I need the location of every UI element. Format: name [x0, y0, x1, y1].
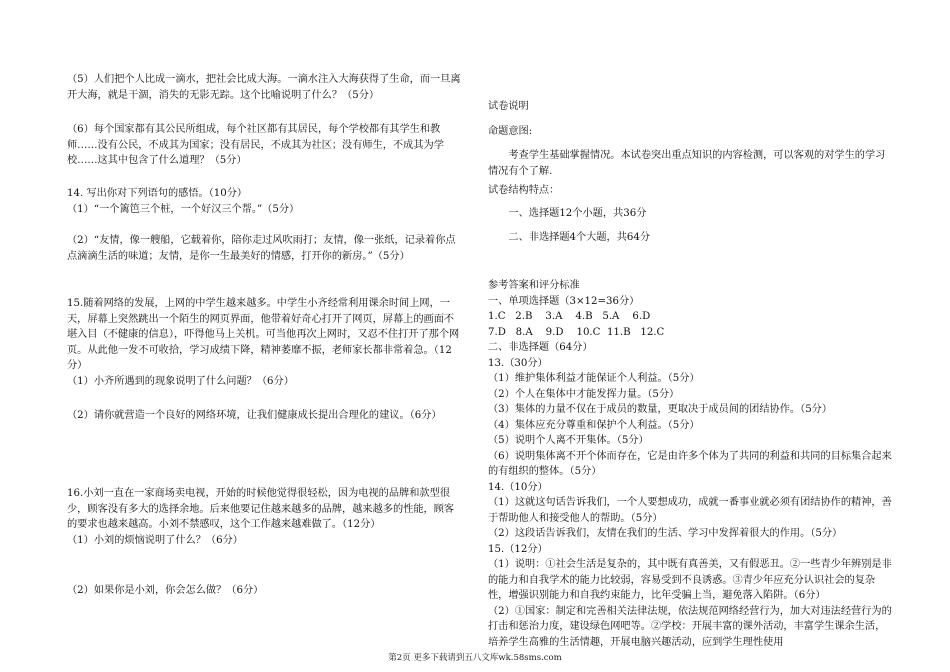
answers-part2: 二、非选择题（64分） [488, 342, 593, 353]
page-footer: 第2页 更多下载请到五八文库wk.58sms.com [388, 653, 562, 663]
explain-title: 试卷说明 [488, 101, 529, 112]
question-16-2: （2）如果你是小刘，你会怎么做？（6分） [67, 585, 264, 596]
answer-13-2: （2）个人在集体中才能发挥力量。（5分） [488, 388, 680, 400]
intent-text: 考查学生基础掌握情况。本试卷突出重点知识的内容检测，可以客观的对学生的学习情况有个了解. [488, 150, 886, 177]
question-16-1: （1）小刘的烦恼说明了什么？（6分） [67, 534, 243, 546]
question-14-1: （1）“一个篱笆三个桩，一个好汉三个帮。”（5分） [67, 203, 300, 215]
question-15-2: （2）请你就营造一个良好的网络环境，让我们健康成长提出合理化的建议。（6分） [67, 410, 442, 421]
question-13-5: （5）人们把个人比成一滴水，把社会比成大海。一滴水注入大海获得了生命，而一旦离开大海，就是干涸，消失的无影无踪。这个比喻说明了什么？（5分） [67, 74, 461, 101]
answer-13-5: （5）说明个人离不开集体。（5分） [488, 435, 649, 446]
answer-14-2: （2）这段话告诉我们，友情在我们的生活、学习中发挥着很大的作用。（5分） [488, 528, 843, 539]
answer-15-title: 15.（12分） [488, 543, 548, 555]
intent-label: 命题意图: [488, 126, 533, 137]
structure-label: 试卷结构特点： [488, 185, 560, 196]
answer-15-2: （2）①国家：制定和完善相关法律法规，依法规范网络经营行为，加大对违法经营行为的打击和惩治力度，建设绿色网吧等。②学校：开展丰富的课外活动，丰富学生课余生活，培养学生高雅的生活情趣，开展电脑兴趣活动，应到学生理性使用 [488, 605, 892, 648]
answer-13-4: （4）集体应充分尊重和保护个人利益。（5分） [488, 419, 700, 431]
answer-13-title: 13.（30分） [488, 357, 548, 369]
answers-section [488, 278, 894, 650]
question-15 [67, 296, 462, 389]
answers-row2: 7.D 8.A 9.D 10.C 11.B 12.C [488, 326, 665, 338]
question-14-2: （2）“友情，像一艘船，它载着你，陪你走过风吹雨打；友情，像一张纸，记录着你点点滴滴生活的味道；友情，是你一生最美好的情感，打开你的新房。”（5分） [67, 235, 456, 262]
question-16-stem: 16.小刘一直在一家商场卖电视，开始的时候他觉得很轻松，因为电视的品牌和款型很少，顾客没有多大的选择余地。后来他要记住越来越多的品牌，越来越多的性能，顾客的要求也越来越高。小刘不禁感叹，这个工作越来越难做了。（12分） [67, 488, 455, 530]
question-13-6: （6）每个国家都有其公民所组成，每个社区都有其居民，每个学校都有其学生和教师……没有公民，不成其为国家；没有居民，不成其为社区；没有师生，不成其为学校……这其中包含了什么道理？（5分） [67, 124, 444, 166]
answer-13-1: （1）维护集体利益才能保证个人利益。（5分） [488, 373, 700, 384]
answers-title: 参考答案和评分标准 [488, 280, 580, 291]
structure-2: 二、非选择题4个大题，共64分 [508, 232, 651, 243]
answer-13-6: （6）说明集体离不开个体而存在，它是由许多个体为了共同的利益和共同的目标集合起来的有组织的整体。（5分） [488, 450, 892, 477]
answer-13-3: （3）集体的力量不仅在于成员的数量，更取决于成员间的团结协作。（5分） [488, 404, 833, 415]
answer-14-title: 14.（10分） [488, 481, 548, 493]
answers-row1: 1.C 2.B 3.A 4.B 5.A 6.D [488, 311, 651, 322]
answers-part1: 一、单项选择题（3×12=36分） [488, 295, 640, 307]
question-14-title: 14. 写出你对下列语句的感悟。（10分） [67, 188, 248, 199]
answer-15-1: （1）说明：①社会生活是复杂的，其中既有真善美，又有假恶丑。②一些青少年辨别是非的能力和自我学术的能力比较弱，容易受到不良诱惑。③青少年应充分认识社会的复杂性，增强识别能力和自我约束能力，比年受骗上当，避免落入陷阱。（6分） [488, 559, 892, 601]
structure-1: 一、选择题12个小题，共36分 [508, 208, 647, 219]
question-15-stem: 15.随着网络的发展，上网的中学生越来越多。中学生小齐经常利用课余时间上网，一天，屏幕上突然跳出一个陌生的网页界面，他带着好奇心打开了网页，屏幕上的画面不堪入目（不健康的信息），吓得他马上关机。可当他再次上网时，又忍不住打开了那个网页。从此他一发不可收拾，学习成绩下降，精神萎靡不振，老师家长都非常着急。（12分） [67, 298, 460, 371]
question-15-1: （1）小齐所遇到的现象说明了什么问题？（6分） [67, 375, 294, 387]
answer-14-1: （1）这就这句话告诉我们，一个人要想成功，成就一番事业就必须有团结协作的精神，善于帮助他人和接受他人的帮助。（5分） [488, 497, 892, 524]
question-16 [67, 486, 462, 548]
question-14 [67, 186, 462, 217]
